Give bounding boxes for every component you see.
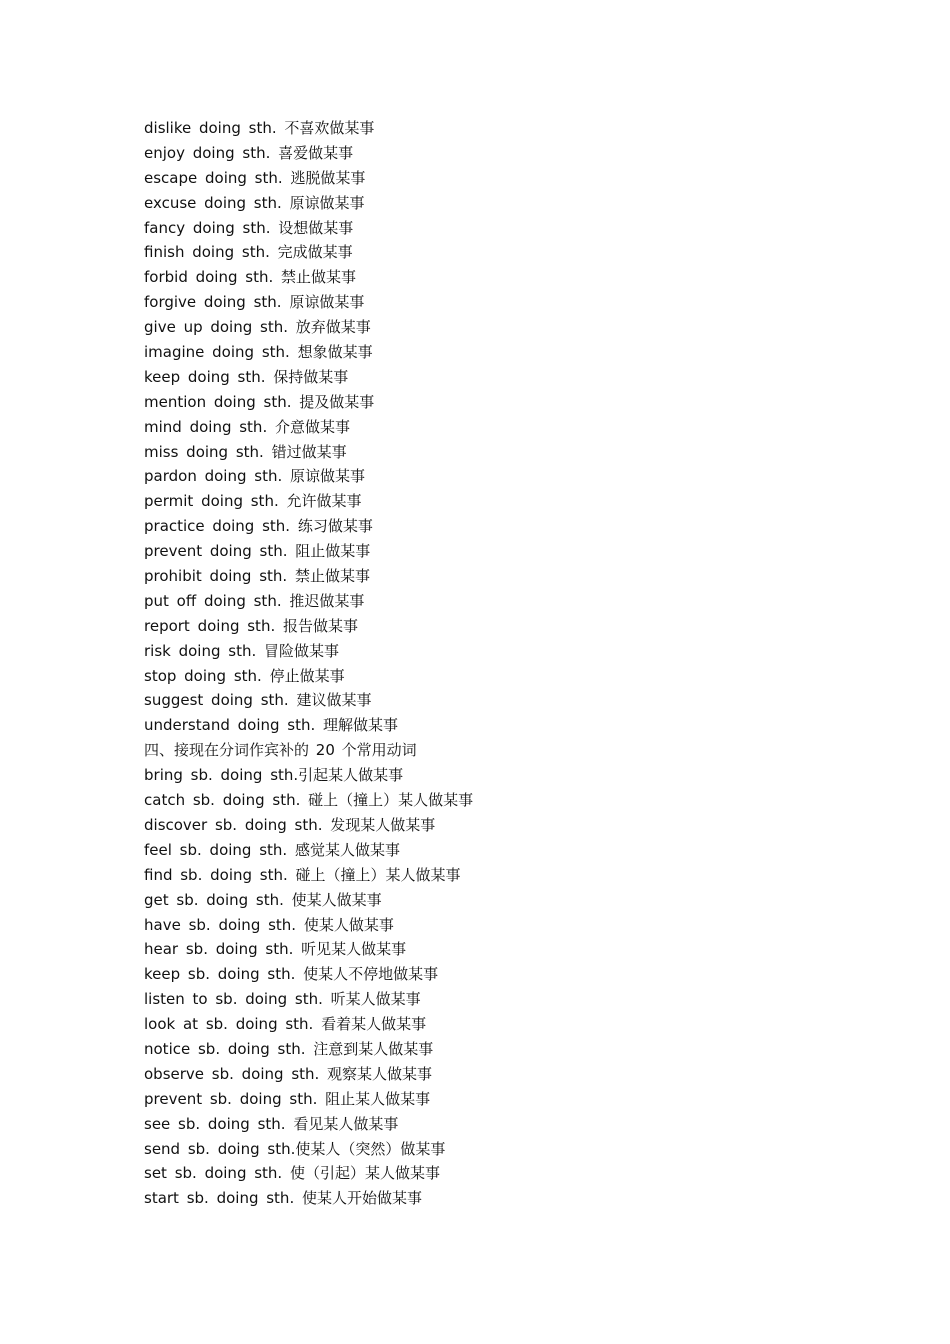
list-item: feel sb. doing sth. 感觉某人做某事 [144, 840, 400, 859]
list-item: fancy doing sth. 设想做某事 [144, 218, 354, 237]
list-item: put off doing sth. 推迟做某事 [144, 591, 365, 610]
list-item: mind doing sth. 介意做某事 [144, 417, 350, 436]
list-item: mention doing sth. 提及做某事 [144, 392, 375, 411]
list-item: discover sb. doing sth. 发现某人做某事 [144, 815, 436, 834]
list-item: look at sb. doing sth. 看着某人做某事 [144, 1015, 427, 1034]
list-item: observe sb. doing sth. 观察某人做某事 [144, 1064, 433, 1083]
list-item: send sb. doing sth.使某人（突然）做某事 [144, 1139, 446, 1158]
list-item: get sb. doing sth. 使某人做某事 [144, 890, 382, 909]
list-item: prevent sb. doing sth. 阻止某人做某事 [144, 1089, 431, 1108]
list-item: pardon doing sth. 原谅做某事 [144, 467, 365, 486]
list-item: listen to sb. doing sth. 听某人做某事 [144, 990, 421, 1009]
list-item: finish doing sth. 完成做某事 [144, 243, 353, 262]
list-item: excuse doing sth. 原谅做某事 [144, 193, 365, 212]
list-item: escape doing sth. 逃脱做某事 [144, 168, 366, 187]
list-item: forbid doing sth. 禁止做某事 [144, 268, 357, 287]
list-item: report doing sth. 报告做某事 [144, 616, 358, 635]
section-heading: 四、接现在分词作宾补的 20 个常用动词 [144, 741, 417, 760]
list-item: notice sb. doing sth. 注意到某人做某事 [144, 1039, 434, 1058]
list-item: prevent doing sth. 阻止做某事 [144, 542, 371, 561]
list-item: have sb. doing sth. 使某人做某事 [144, 915, 394, 934]
list-item: hear sb. doing sth. 听见某人做某事 [144, 940, 407, 959]
list-item: start sb. doing sth. 使某人开始做某事 [144, 1189, 422, 1208]
list-item: suggest doing sth. 建议做某事 [144, 691, 372, 710]
list-item: permit doing sth. 允许做某事 [144, 492, 362, 511]
list-item: risk doing sth. 冒险做某事 [144, 641, 340, 660]
list-item: set sb. doing sth. 使（引起）某人做某事 [144, 1164, 440, 1183]
list-item: dislike doing sth. 不喜欢做某事 [144, 119, 375, 137]
list-item: miss doing sth. 错过做某事 [144, 442, 347, 461]
list-item: imagine doing sth. 想象做某事 [144, 343, 373, 362]
list-item: forgive doing sth. 原谅做某事 [144, 293, 365, 312]
list-item: understand doing sth. 理解做某事 [144, 716, 399, 735]
list-item: keep doing sth. 保持做某事 [144, 367, 349, 386]
list-item: give up doing sth. 放弃做某事 [144, 318, 371, 337]
phrase-list [144, 116, 473, 1211]
list-item: catch sb. doing sth. 碰上（撞上）某人做某事 [144, 791, 474, 810]
list-item: stop doing sth. 停止做某事 [144, 666, 345, 685]
list-item: prohibit doing sth. 禁止做某事 [144, 567, 370, 586]
list-item: enjoy doing sth. 喜爱做某事 [144, 143, 354, 162]
list-item: find sb. doing sth. 碰上（撞上）某人做某事 [144, 865, 461, 884]
list-item: practice doing sth. 练习做某事 [144, 517, 373, 536]
list-item: bring sb. doing sth.引起某人做某事 [144, 766, 404, 785]
list-item: keep sb. doing sth. 使某人不停地做某事 [144, 965, 439, 984]
list-item: see sb. doing sth. 看见某人做某事 [144, 1114, 399, 1133]
